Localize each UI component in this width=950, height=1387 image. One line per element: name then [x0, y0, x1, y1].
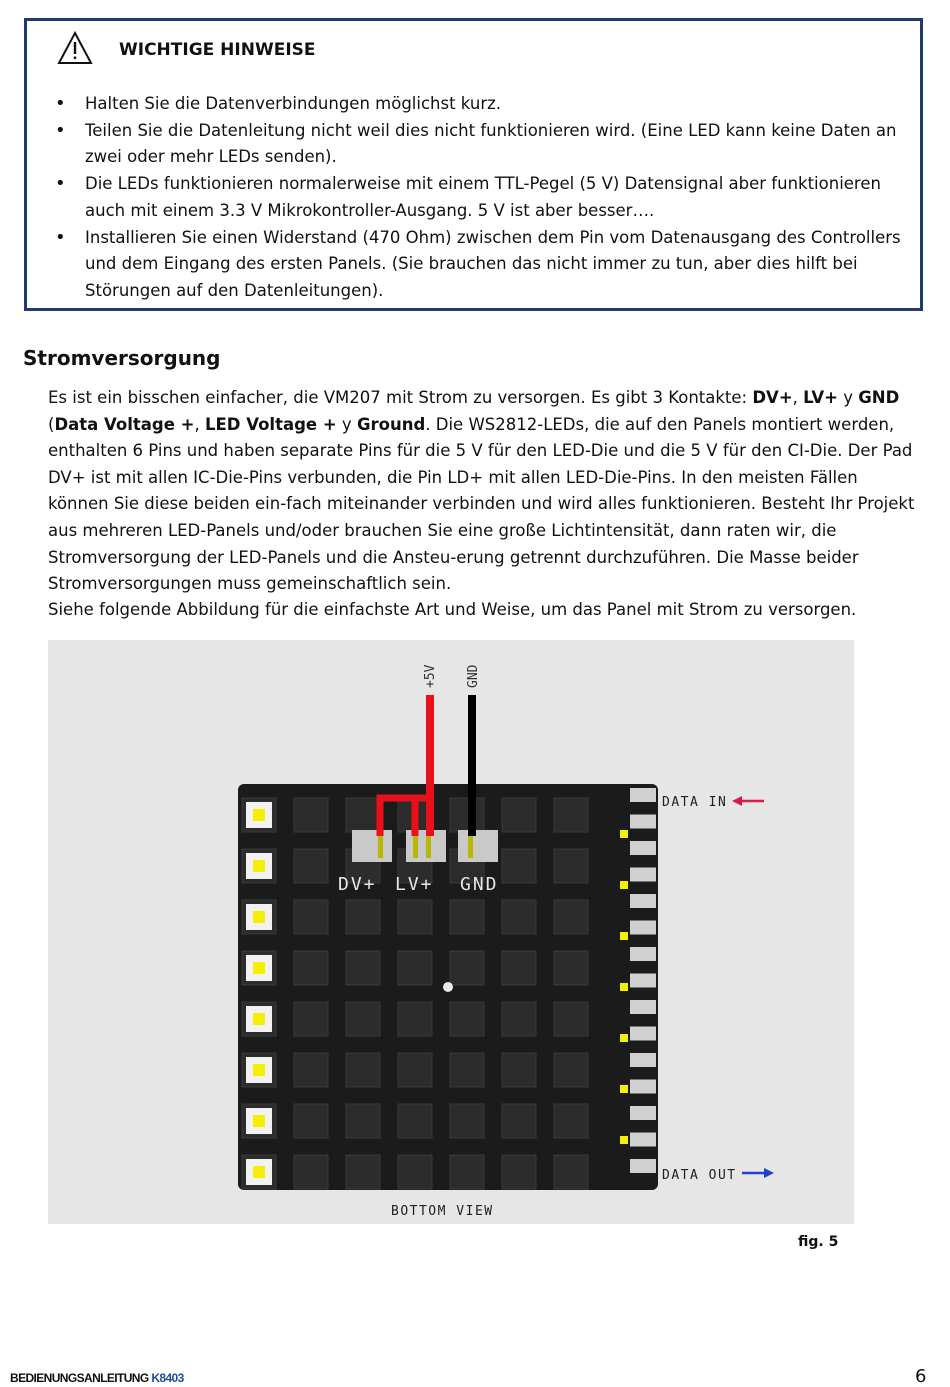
pad-label-lv: LV+ — [395, 874, 434, 895]
led-footprint — [502, 1155, 536, 1189]
led-footprint — [502, 900, 536, 934]
edge-pad — [630, 947, 656, 961]
led-chip — [253, 1115, 265, 1127]
edge-pad — [630, 1159, 656, 1173]
led-footprint — [294, 849, 328, 883]
edge-pad — [630, 974, 656, 988]
data-out-arrow-icon — [742, 1168, 774, 1178]
section-heading: Stromversorgung — [23, 346, 221, 370]
led-chip — [253, 962, 265, 974]
led-footprint — [450, 1104, 484, 1138]
led-footprint — [346, 951, 380, 985]
led-footprint — [450, 798, 484, 832]
led-footprint — [554, 798, 588, 832]
led-footprint — [346, 1104, 380, 1138]
led-footprint — [554, 1155, 588, 1189]
led-footprint — [450, 1155, 484, 1189]
led-chip — [253, 911, 265, 923]
led-footprint — [502, 951, 536, 985]
edge-pad — [630, 1133, 656, 1147]
edge-pad — [630, 788, 656, 802]
led-footprint — [502, 1053, 536, 1087]
led-footprint — [398, 1104, 432, 1138]
led-chip — [253, 1166, 265, 1178]
wire-label-5v: +5V — [423, 664, 438, 688]
led-footprint — [294, 1155, 328, 1189]
led-footprint — [294, 951, 328, 985]
edge-pad — [630, 815, 656, 829]
led-footprint — [346, 900, 380, 934]
led-footprint — [294, 1053, 328, 1087]
edge-pad-marker — [620, 932, 628, 940]
power-connector-dv — [352, 830, 392, 862]
led-footprint — [554, 849, 588, 883]
led-footprint — [450, 951, 484, 985]
power-supply-paragraph: Es ist ein bisschen einfacher, die VM207 mit Strom zu versorgen. Es gibt 3 Kontakte: DV+, LV+ y GND (Data Voltage +, LED Voltage + y Ground. Die WS2812-LEDs, die auf den Panels montiert werden, enthalten 6 Pins und haben separate Pins für die 5 V für den LED-Die und die 5 V für den CI-Die. Der Pad DV+ ist mit allen IC-Die-Pins verbunden, die Pin LD+ mit allen LED-Die-Pins. In den meisten Fällen können Sie diese beiden ein-fach miteinander verbinden und wird alles funktionieren. Besteht Ihr Projekt aus mehreren LED-Panels und/oder brauchen Sie eine große Lichtintensität, dann raten wir, die Stromversorgung der LED-Panels und die Ansteu-erung getrennt durchzuführen. Die Masse beider Stromversorgungen muss gemeinschaftlich sein. — [48, 388, 915, 594]
led-footprint — [398, 1053, 432, 1087]
wire-label-gnd: GND — [466, 664, 481, 688]
led-footprint — [346, 1002, 380, 1036]
led-footprint — [502, 1104, 536, 1138]
led-footprint — [554, 900, 588, 934]
edge-pad — [630, 841, 656, 855]
edge-pad — [630, 868, 656, 882]
led-footprint — [502, 1002, 536, 1036]
led-footprint — [294, 1002, 328, 1036]
led-footprint — [398, 951, 432, 985]
led-chip — [253, 860, 265, 872]
led-footprint — [450, 1002, 484, 1036]
list-item: • Die LEDs funktionieren normalerweise mit einem TTL-Pegel (5 V) Datensignal aber funktionieren auch mit einem 3.3 V Mikrokontroller-Ausgang. 5 V ist aber besser…. — [27, 171, 907, 224]
list-item: • Halten Sie die Datenverbindungen möglichst kurz. — [27, 91, 907, 118]
pad-label-dv: DV+ — [338, 874, 377, 895]
footer-manual-title: BEDIENUNGSANLEITUNG K8403 — [10, 1371, 184, 1385]
led-footprint — [502, 849, 536, 883]
led-footprint — [398, 1155, 432, 1189]
edge-pad — [630, 1000, 656, 1014]
edge-pad-marker — [620, 1085, 628, 1093]
led-footprint — [554, 1104, 588, 1138]
led-footprint — [294, 1104, 328, 1138]
panel-wiring-figure — [48, 640, 854, 1224]
warning-icon — [57, 31, 93, 65]
led-footprint — [554, 1002, 588, 1036]
led-footprint — [346, 1155, 380, 1189]
led-chip — [253, 809, 265, 821]
pad-label-gnd: GND — [460, 874, 499, 895]
led-footprint — [294, 900, 328, 934]
led-chip — [253, 1064, 265, 1076]
led-chip — [253, 1013, 265, 1025]
led-footprint — [554, 1053, 588, 1087]
notice-title: WICHTIGE HINWEISE — [119, 40, 316, 60]
notice-list — [27, 91, 907, 305]
bottom-view-label: BOTTOM VIEW — [391, 1204, 494, 1219]
figure-intro-paragraph: Siehe folgende Abbildung für die einfachste Art und Weise, um das Panel mit Strom zu versorgen. — [48, 600, 857, 619]
edge-pad-marker — [620, 1034, 628, 1042]
data-out-label: DATA OUT — [662, 1168, 737, 1183]
edge-pad — [630, 921, 656, 935]
led-footprint — [450, 900, 484, 934]
led-footprint — [554, 951, 588, 985]
page-number: 6 — [915, 1366, 927, 1387]
edge-pad — [630, 894, 656, 908]
edge-pad — [630, 1053, 656, 1067]
led-footprint — [450, 1053, 484, 1087]
data-in-label: DATA IN — [662, 795, 728, 810]
led-footprint — [502, 798, 536, 832]
edge-pad-marker — [620, 1136, 628, 1144]
figure-caption: fig. 5 — [798, 1234, 839, 1250]
led-footprint — [346, 1053, 380, 1087]
led-footprint — [398, 900, 432, 934]
power-connector-gnd — [458, 830, 498, 862]
list-item: • Installieren Sie einen Widerstand (470 Ohm) zwischen dem Pin vom Datenausgang des Controllers und dem Eingang des ersten Panels. (Sie brauchen das nicht immer zu tun, aber dies hilft bei Störungen auf den Datenleitungen). — [27, 225, 907, 305]
edge-pad-marker — [620, 830, 628, 838]
edge-pad-marker — [620, 881, 628, 889]
edge-pad — [630, 1080, 656, 1094]
led-footprint — [294, 798, 328, 832]
edge-pad — [630, 1027, 656, 1041]
data-in-arrow-icon — [732, 796, 764, 806]
led-footprint — [398, 1002, 432, 1036]
led-footprint — [346, 798, 380, 832]
edge-pad-marker — [620, 983, 628, 991]
led-panel-board — [238, 784, 658, 1190]
edge-pad — [630, 1106, 656, 1120]
list-item: • Teilen Sie die Datenleitung nicht weil dies nicht funktionieren wird. (Eine LED kann keine Daten an zwei oder mehr LEDs senden). — [27, 118, 907, 171]
important-notice-box — [24, 18, 923, 311]
